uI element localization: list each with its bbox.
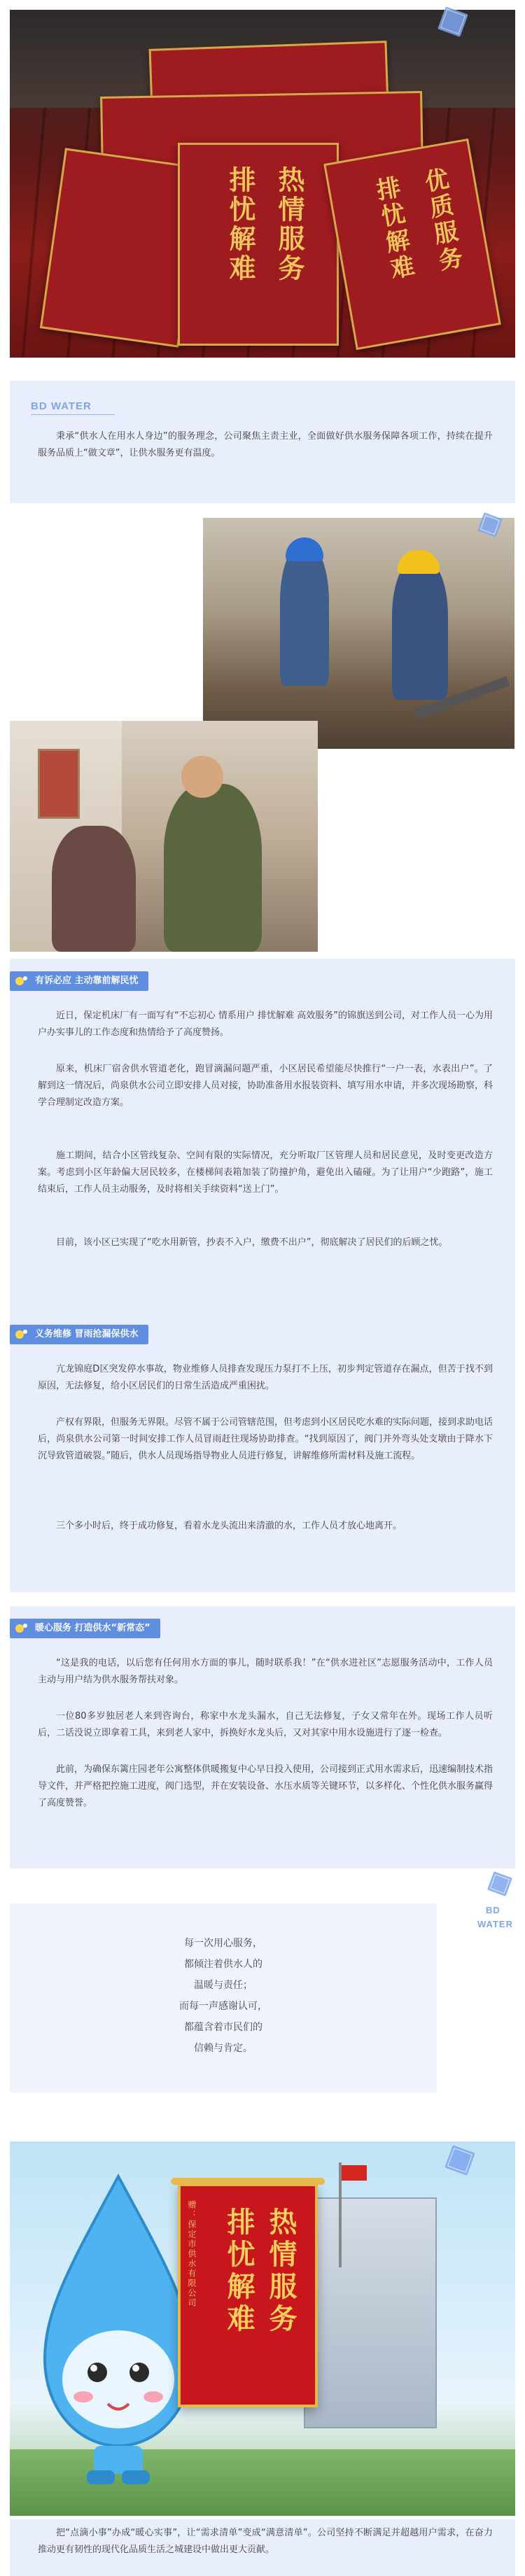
banner-center	[178, 143, 339, 346]
story1-paragraph: 近日，保定机床厂有一面写有“不忘初心 情系用户 排忧解难 高效服务”的锦旗送到公司，对工作人员一心为用户办实事儿的工作态度和热情给予了高度赞扬。	[38, 1011, 493, 1038]
yellow-helmet	[398, 550, 440, 574]
poem-panel	[10, 1903, 437, 2092]
story3-paragraph: “这是我的电话，以后您有任何用水方面的事儿，随时联系我！”在“供水进社区”志愿服务活动中，工作人员主动与用户结为供水服务帮扶对象。	[38, 1658, 493, 1685]
banners-photo	[10, 10, 515, 358]
brand-underline	[31, 414, 115, 415]
poem-line: 温暖与责任；	[194, 1980, 253, 1991]
closing-text: 把“点滴小事”办成“暖心实事”，让“需求清单”变成“满意清单”。公司坚持不断满足并超越用户需求，在奋力推动更有韧性的现代化品质生活之城建设中做出更大贡献。	[38, 2528, 493, 2555]
brand-label-water: WATER	[477, 1919, 513, 1929]
brand-label: BD WATER	[31, 400, 92, 412]
poem-line: 都倾注着供水人的	[184, 1959, 262, 1970]
story3-paragraph: 一位80多岁独居老人来到咨询台，称家中水龙头漏水，自己无法修复，子女又常年在外。现场工作人员听后，二话没说立即拿着工具，来到老人家中，拆换好水龙头后，又对其家中用水设施进行了逐一检查。	[38, 1711, 493, 1738]
story2-label-text: 义务维修 冒雨抢漏保供水	[35, 1329, 139, 1339]
office-building	[304, 2197, 437, 2428]
intro-text: 秉承“供水人在用水人身边”的服务理念，公司聚焦主责主业，全面做好供水服务保障各项工作，持续在提升服务品质上“做文章”，让供水服务更有温度。	[38, 431, 493, 458]
pennant-rod	[171, 2178, 325, 2185]
poem-line: 信赖与肯定。	[194, 2043, 253, 2054]
closing-panel	[10, 2519, 515, 2576]
story2-panel	[10, 1312, 515, 1592]
poem-block	[10, 1933, 437, 2059]
banner-right	[323, 139, 501, 350]
story3-label	[10, 1619, 160, 1638]
sparkle-icon	[14, 974, 29, 988]
elderly-resident	[52, 826, 136, 952]
pennant-line1: 热情服务	[265, 2207, 298, 2336]
poem-line: 而每一声感谢认可，	[179, 2001, 267, 2012]
flag	[342, 2165, 367, 2181]
mascot-illustration	[10, 2141, 515, 2516]
story3-panel	[10, 1606, 515, 1868]
story1-paragraph: 目前，该小区已实现了“吃水用新管，抄表不入户，缴费不出户”，彻底解决了居民们的后顾之忧。	[56, 1237, 448, 1248]
wall-poster	[38, 749, 80, 819]
sparkle-icon	[14, 1328, 29, 1342]
pennant-line2: 排忧解难	[223, 2207, 255, 2336]
staff-member	[164, 784, 262, 952]
banner-center-line2: 排忧解难	[225, 166, 256, 283]
story1-panel	[10, 959, 515, 1351]
banner-right-line1: 优质服务	[418, 165, 465, 276]
pennant-side-text: 赠：保定市供水有限公司	[187, 2200, 197, 2308]
banner-right-line2: 排忧解难	[370, 174, 416, 284]
poem-line: 每一次用心服务，	[184, 1938, 262, 1949]
brand-label-bd: BD	[486, 1905, 500, 1915]
story2-paragraph: 三个多小时后，终于成功修复，看着水龙头流出来清澈的水，工作人员才放心地离开。	[56, 1521, 402, 1531]
decorative-square	[487, 1871, 512, 1896]
story2-label	[10, 1325, 148, 1344]
pennant-banner	[178, 2183, 318, 2407]
staff-face	[181, 756, 223, 798]
story1-label-text: 有诉必应 主动靠前解民忧	[35, 976, 139, 986]
story1-paragraph: 施工期间，结合小区管线复杂、空间有限的实际情况，充分听取厂区管理人员和居民意见，及时变更改造方案。考虑到小区年龄偏大居民较多，在楼梯间表箱加装了防撞护角，避免出入磕碰。为了让用户“少跑路”，施工结束后，工作人员主动服务，及时将相关手续资料“送上门”。	[38, 1150, 493, 1195]
banner-center-line1: 热情服务	[274, 166, 305, 283]
worker-figure	[392, 560, 448, 700]
workers-photo	[203, 518, 514, 749]
story3-paragraph: 此前，为确保东篱庄园老年公寓整体供暖搬复中心早日投入使用，公司接到正式用水需求后，迅速编制技术指导文件，并严格把控施工进度，阀门选型，并在安装设备、水压水质等关键环节，以多样化、个性化供水服务赢得了高度赞誉。	[38, 1764, 493, 1808]
poem-line: 都蕴含着市民们的	[184, 2022, 262, 2033]
story1-paragraph: 原来，机床厂宿舍供水管道老化，跑冒滴漏问题严重，小区居民希望能尽快推行“一户一表，水表出户”。了解到这一情况后，尚泉供水公司立即安排人员对接，协助准备用水报装资料、填写用水申请，并多次现场勘察，科学合理制定改造方案。	[38, 1064, 493, 1108]
story1-label	[10, 971, 148, 991]
blue-helmet	[286, 537, 323, 561]
story2-paragraph: 产权有界限，但服务无界限。尽管不属于公司管辖范围，但考虑到小区居民吃水难的实际问题，接到求助电话后，尚泉供水公司第一时间安排工作人员冒雨赶往现场协助排查。“找到原因了，阀门并外弯头处支墩由于降水下沉导致管道破裂。”随后，供水人员现场指导物业人员进行修复，讲解维修所需材料及施工流程。	[38, 1417, 493, 1461]
story2-paragraph: 亢龙锦庭D区突发停水事故，物业维修人员排查发现压力泵打不上压，初步判定管道存在漏点，但苦于找不到原因，无法修复，给小区居民们的日常生活造成严重困扰。	[38, 1364, 493, 1391]
story3-label-text: 暖心服务 打造供水“新常态”	[35, 1623, 150, 1633]
worker-figure	[280, 546, 329, 686]
sparkle-icon	[14, 1621, 29, 1635]
home-visit-photo	[10, 721, 318, 952]
intro-panel	[10, 381, 515, 503]
